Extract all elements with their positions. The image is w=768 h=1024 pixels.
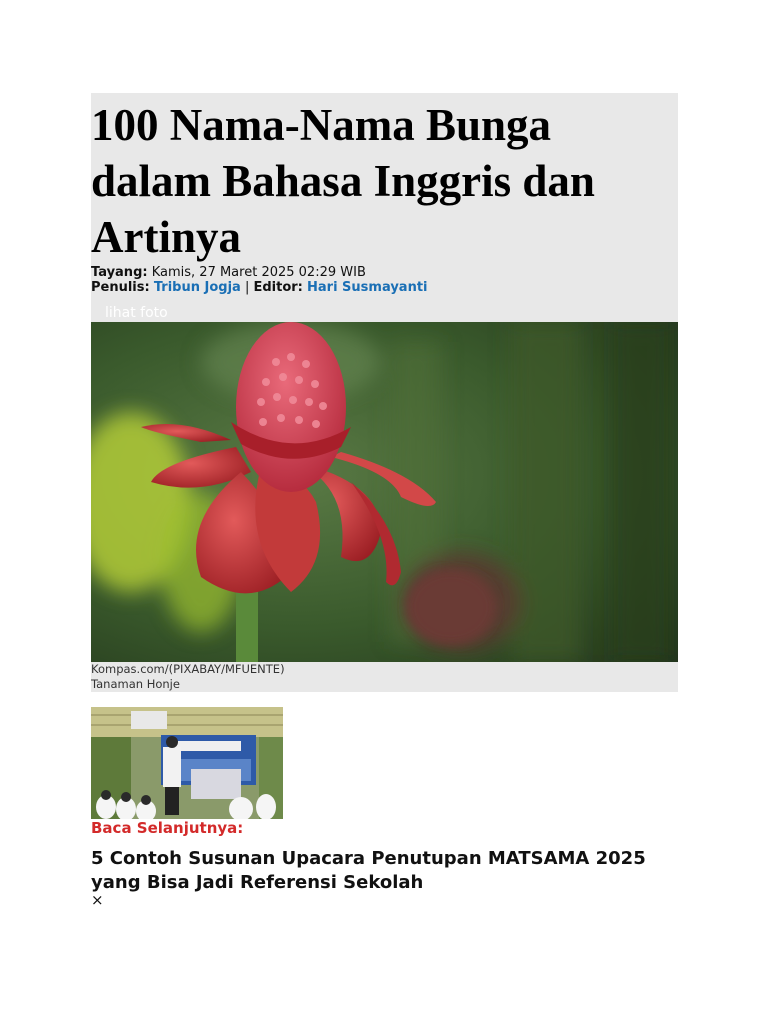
article-header: [91, 93, 678, 692]
related-article-thumbnail[interactable]: [91, 707, 283, 819]
read-next-label: Baca Selanjutnya:: [91, 819, 244, 837]
article-title: 100 Nama-Nama Bunga dalam Bahasa Inggris dan Artinya: [91, 100, 595, 262]
author-separator: |: [244, 280, 250, 295]
penulis-label: Penulis:: [91, 280, 150, 295]
close-icon[interactable]: ×: [91, 891, 104, 909]
lihat-foto-link[interactable]: lihat foto: [105, 305, 168, 321]
tayang-label: Tayang:: [91, 265, 148, 280]
publish-info: [91, 265, 678, 280]
editor-label: Editor:: [253, 280, 303, 295]
photo-caption: Tanaman Honje: [91, 677, 180, 691]
author-info: [91, 280, 678, 295]
publish-date: Kamis, 27 Maret 2025 02:29 WIB: [151, 265, 366, 280]
editor-link[interactable]: Hari Susmayanti: [307, 280, 428, 295]
related-article-title[interactable]: 5 Contoh Susunan Upacara Penutupan MATSAMA 2025 yang Bisa Jadi Referensi Sekolah: [91, 848, 646, 893]
lihat-foto-bar: [91, 295, 678, 322]
author-link[interactable]: Tribun Jogja: [153, 280, 241, 295]
photo-credit: Kompas.com/(PIXABAY/MFUENTE): [91, 662, 285, 676]
article-photo[interactable]: [91, 322, 678, 662]
